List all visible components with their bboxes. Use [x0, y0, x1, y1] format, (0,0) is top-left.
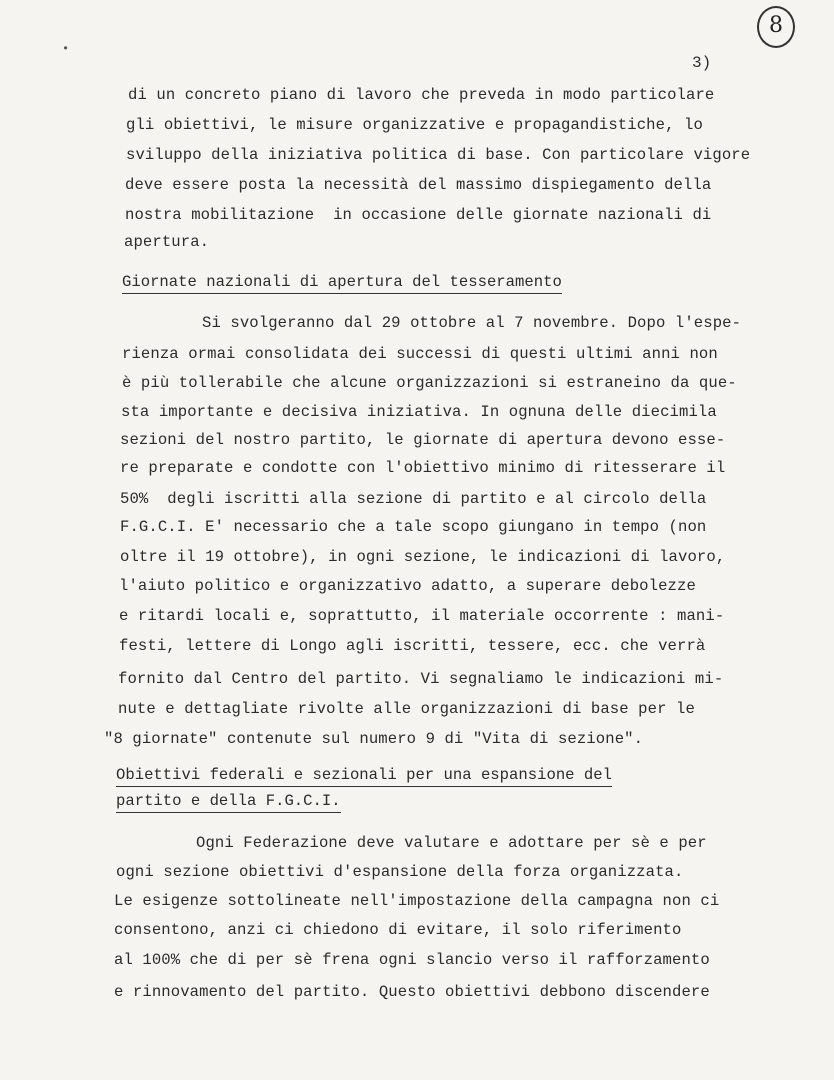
text-line: re preparate e condotte con l'obiettivo minimo di ritesserare il	[120, 459, 726, 477]
text-line: 50% degli iscritti alla sezione di partito e al circolo della	[120, 490, 707, 508]
text-line: è più tollerabile che alcune organizzazioni si estraneino da que-	[122, 374, 737, 392]
section-heading-obiettivi-line1: Obiettivi federali e sezionali per una espansione del	[116, 766, 612, 787]
text-line: "8 giornate" contenute sul numero 9 di "Vita di sezione".	[104, 730, 644, 748]
page-number: 3)	[692, 54, 712, 72]
text-line: apertura.	[124, 233, 210, 251]
text-line: nute e dettagliate rivolte alle organizzazioni di base per le	[118, 700, 695, 718]
text-line: sezioni del nostro partito, le giornate di apertura devono esse-	[120, 431, 726, 449]
paper-speck: •	[62, 42, 70, 56]
text-line: F.G.C.I. E' necessario che a tale scopo giungano in tempo (non	[120, 518, 707, 536]
archive-page-stamp: 8	[757, 6, 795, 48]
text-line: Si svolgeranno dal 29 ottobre al 7 novembre. Dopo l'espe-	[202, 314, 742, 332]
text-line: deve essere posta la necessità del massimo dispiegamento della	[125, 176, 712, 194]
text-line: Le esigenze sottolineate nell'impostazione della campagna non ci	[114, 892, 720, 910]
text-line: e rinnovamento del partito. Questo obiettivi debbono discendere	[114, 983, 710, 1001]
text-line: di un concreto piano di lavoro che preveda in modo particolare	[128, 86, 715, 104]
text-line: festi, lettere di Longo agli iscritti, tessere, ecc. che verrà	[119, 637, 706, 655]
section-heading-giornate: Giornate nazionali di apertura del tesseramento	[122, 273, 562, 294]
text-line: oltre il 19 ottobre), in ogni sezione, le indicazioni di lavoro,	[120, 548, 726, 566]
text-line: ogni sezione obiettivi d'espansione della forza organizzata.	[116, 863, 684, 881]
text-line: Ogni Federazione deve valutare e adottare per sè e per	[196, 834, 707, 852]
text-line: consentono, anzi ci chiedono di evitare, il solo riferimento	[114, 921, 682, 939]
section-heading-obiettivi-line2: partito e della F.G.C.I.	[116, 792, 341, 813]
text-line: fornito dal Centro del partito. Vi segnaliamo le indicazioni mi-	[118, 670, 724, 688]
text-line: gli obiettivi, le misure organizzative e propagandistiche, lo	[126, 116, 703, 134]
text-line: sta importante e decisiva iniziativa. In ognuna delle diecimila	[121, 403, 717, 421]
text-line: e ritardi locali e, soprattutto, il materiale occorrente : mani-	[119, 607, 725, 625]
text-line: l'aiuto politico e organizzativo adatto, a superare debolezze	[119, 577, 696, 595]
text-line: rienza ormai consolidata dei successi di questi ultimi anni non	[122, 345, 718, 363]
text-line: sviluppo della iniziativa politica di base. Con particolare vigore	[126, 146, 751, 164]
text-line: nostra mobilitazione in occasione delle giornate nazionali di	[125, 206, 712, 224]
text-line: al 100% che di per sè frena ogni slancio verso il rafforzamento	[114, 951, 710, 969]
